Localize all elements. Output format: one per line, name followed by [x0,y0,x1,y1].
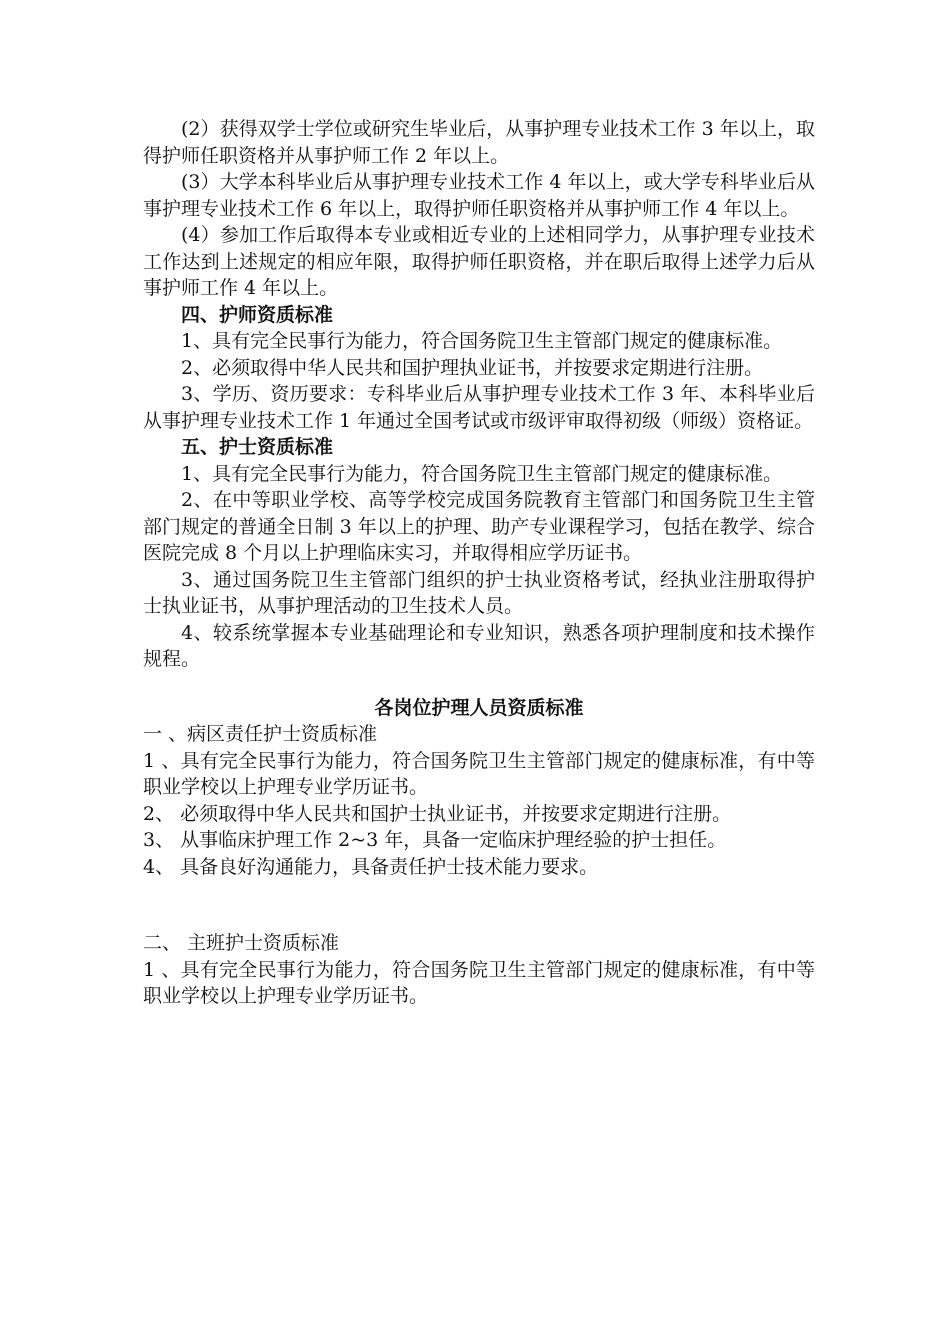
section4-item-3: 3、学历、资历要求：专科毕业后从事护理专业技术工作 3 年、本科毕业后从事护理专业技术工作 1 年通过全国考试或市级评审取得初级（师级）资格证。 [143,383,815,432]
section5-item-2: 2、在中等职业学校、高等学校完成国务院教育主管部门和国务院卫生主管部门规定的普通全日制 3 年以上的护理、助产专业课程学习，包括在教学、综合医院完成 8 个月以上护理临床实习，并取得相应学历证书。 [143,489,815,564]
part1-item-1: 1 、具有完全民事行为能力，符合国务院卫生主管部门规定的健康标准，有中等职业学校以上护理专业学历证书。 [143,749,815,798]
paragraph-item-3: (3）大学本科毕业后从事护理专业技术工作 4 年以上，或大学专科毕业后从事护理专业技术工作 6 年以上，取得护师任职资格并从事护师工作 4 年以上。 [143,171,815,220]
section5-item-3: 3、通过国务院卫生主管部门组织的护士执业资格考试，经执业注册取得护士执业证书，从事护理活动的卫生技术人员。 [143,568,815,617]
part1-item-3: 3、 从事临床护理工作 2~3 年，具备一定临床护理经验的护士担任。 [143,829,727,851]
part1-heading: 一 、病区责任护士资质标准 [143,723,378,745]
section5-item-4: 4、较系统掌握本专业基础理论和专业知识，熟悉各项护理制度和技术操作规程。 [143,621,815,670]
section4-item-1: 1、具有完全民事行为能力，符合国务院卫生主管部门规定的健康标准。 [181,330,783,352]
section4-item-2: 2、必须取得中华人民共和国护理执业证书，并按要求定期进行注册。 [181,356,764,379]
section-heading-nurse: 五、护士资质标准 [181,436,334,458]
section5-item-1: 1、具有完全民事行为能力，符合国务院卫生主管部门规定的健康标准。 [181,462,783,485]
document-title: 各岗位护理人员资质标准 [374,696,584,719]
document-body [143,116,815,1010]
part1-item-2: 2、 必须取得中华人民共和国护士执业证书，并按要求定期进行注册。 [143,802,732,825]
section-heading-nurse-practitioner: 四、护师资质标准 [181,303,334,326]
part2-heading: 二、 主班护士资质标准 [143,932,340,954]
spacer [143,880,815,930]
part1-item-4: 4、 具备良好沟通能力，具备责任护士技术能力要求。 [143,855,599,878]
part2-item-1: 1 、具有完全民事行为能力，符合国务院卫生主管部门规定的健康标准，有中等职业学校以上护理专业学历证书。 [143,958,815,1007]
paragraph-item-4: (4）参加工作后取得本专业或相近专业的上述相同学力，从事护理专业技术工作达到上述规定的相应年限，取得护师任职资格，并在职后取得上述学力后从事护师工作 4 年以上。 [143,224,815,299]
spacer [143,673,815,695]
paragraph-item-2: (2）获得双学士学位或研究生毕业后，从事护理专业技术工作 3 年以上，取得护师任职资格并从事护师工作 2 年以上。 [143,118,815,167]
